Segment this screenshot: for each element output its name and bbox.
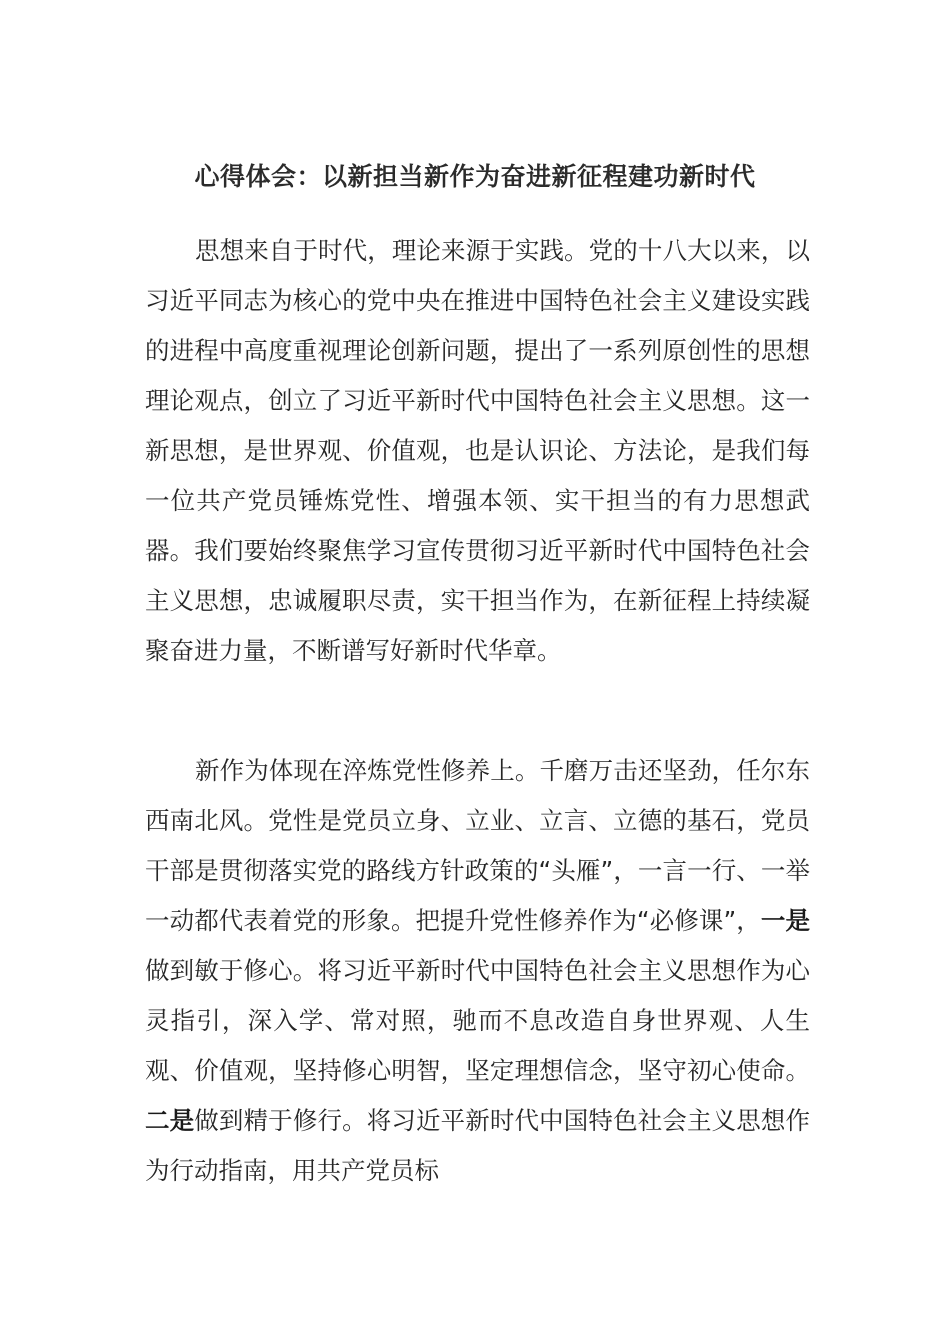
paragraph-text: 思想来自于时代，理论来源于实践。党的十八大以来，以习近平同志为核心的党中央在推进中国特色社会主义建设实践的进程中高度重视理论创新问题，提出了一系列原创性的思想理论观点，创立了习近平新时代中国特色社会主义思想。这一新思想，是世界观、价值观，也是认识论、方法论，是我们每一位共产党员锤炼党性、增强本领、实干担当的有力思想武器。我们要始终聚焦学习宣传贯彻习近平新时代中国特色社会主义思想，忠诚履职尽责，实干担当作为，在新征程上持续凝聚奋进力量，不断谱写好新时代华章。	[145, 236, 810, 665]
emphasis-first-point: 一是	[760, 906, 811, 935]
paragraph-text: 做到敏于修心。将习近平新时代中国特色社会主义思想作为心灵指引，深入学、常对照，驰而不息改造自身世界观、人生观、价值观，坚持修心明智，坚定理想信念，坚守初心使命。	[145, 956, 810, 1085]
paragraph-intro	[145, 226, 810, 676]
paragraph-text: 做到精于修行。将习近平新时代中国特色社会主义思想作为行动指南，用共产党员标	[145, 1106, 811, 1185]
emphasis-second-point: 二是	[145, 1106, 195, 1135]
paragraph-text: 新作为体现在淬炼党性修养上。千磨万击还坚劲，任尔东西南北风。党性是党员立身、立业、立言、立德的基石，党员干部是贯彻落实党的路线方针政策的“头雁”，一言一行、一举一动都代表着党的形象。把提升党性修养作为“必修课”，	[145, 756, 810, 935]
paragraph-party-spirit	[145, 746, 810, 1196]
document-title: 心得体会：以新担当新作为奋进新征程建功新时代	[194, 162, 756, 191]
